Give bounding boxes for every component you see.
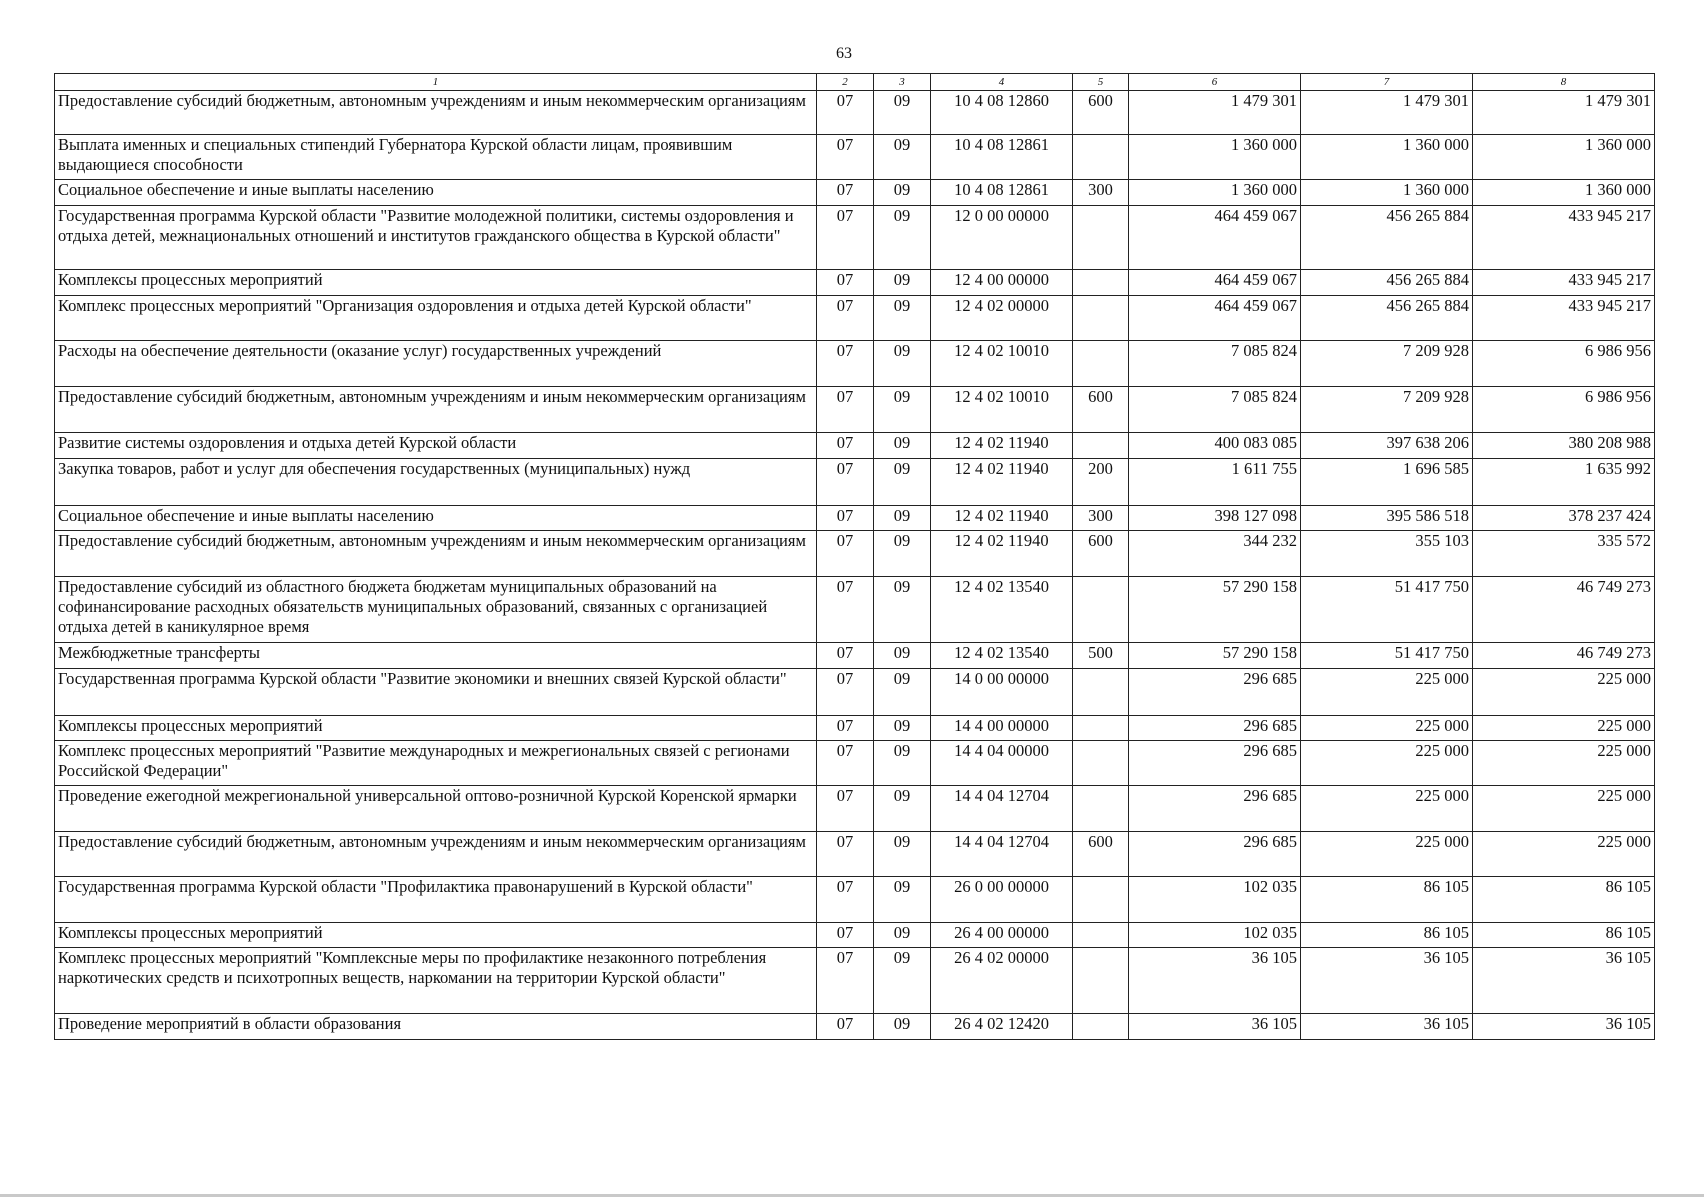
cell-y1: 296 685 (1129, 786, 1301, 832)
cell-vr: 500 (1073, 643, 1129, 669)
cell-y2: 7 209 928 (1301, 387, 1473, 433)
cell-pr: 09 (874, 387, 931, 433)
table-row (55, 877, 1655, 923)
cell-y3: 86 105 (1473, 923, 1655, 948)
cell-csr: 12 4 02 11940 (931, 433, 1073, 459)
cell-csr: 12 4 02 00000 (931, 296, 1073, 341)
cell-csr: 10 4 08 12861 (931, 135, 1073, 180)
cell-y1: 464 459 067 (1129, 296, 1301, 341)
header-row (55, 74, 1655, 91)
table-row (55, 206, 1655, 270)
cell-name: Предоставление субсидий бюджетным, автономным учреждениям и иным некоммерческим организациям (55, 531, 817, 577)
cell-y1: 296 685 (1129, 716, 1301, 741)
cell-vr: 300 (1073, 180, 1129, 206)
cell-rz: 07 (817, 577, 874, 643)
cell-y2: 86 105 (1301, 877, 1473, 923)
cell-y2: 225 000 (1301, 832, 1473, 877)
cell-csr: 26 4 02 00000 (931, 948, 1073, 1014)
cell-pr: 09 (874, 786, 931, 832)
table-row (55, 1014, 1655, 1040)
cell-vr (1073, 433, 1129, 459)
cell-pr: 09 (874, 433, 931, 459)
cell-csr: 10 4 08 12861 (931, 180, 1073, 206)
table-row (55, 786, 1655, 832)
cell-y2: 36 105 (1301, 948, 1473, 1014)
cell-rz: 07 (817, 716, 874, 741)
cell-vr (1073, 296, 1129, 341)
cell-y1: 7 085 824 (1129, 387, 1301, 433)
cell-vr (1073, 877, 1129, 923)
cell-vr (1073, 716, 1129, 741)
cell-rz: 07 (817, 877, 874, 923)
cell-name: Выплата именных и специальных стипендий Губернатора Курской области лицам, проявившим выдающиеся способности (55, 135, 817, 180)
cell-vr (1073, 135, 1129, 180)
cell-rz: 07 (817, 832, 874, 877)
table-row (55, 296, 1655, 341)
cell-y2: 1 479 301 (1301, 91, 1473, 135)
cell-y3: 378 237 424 (1473, 506, 1655, 531)
cell-csr: 12 4 02 13540 (931, 643, 1073, 669)
table-row (55, 91, 1655, 135)
cell-name: Государственная программа Курской области "Развитие молодежной политики, системы оздоровления и отдыха детей, межнациональных отношений и институтов гражданского общества в Курской области" (55, 206, 817, 270)
table-row (55, 741, 1655, 786)
cell-pr: 09 (874, 459, 931, 506)
cell-vr (1073, 669, 1129, 716)
cell-y1: 1 360 000 (1129, 180, 1301, 206)
cell-y2: 355 103 (1301, 531, 1473, 577)
cell-name: Комплекс процессных мероприятий "Развитие международных и межрегиональных связей с регионами Российской Федерации" (55, 741, 817, 786)
cell-csr: 14 0 00 00000 (931, 669, 1073, 716)
cell-y2: 7 209 928 (1301, 341, 1473, 387)
cell-y1: 296 685 (1129, 741, 1301, 786)
cell-vr: 600 (1073, 387, 1129, 433)
cell-y3: 225 000 (1473, 716, 1655, 741)
cell-name: Государственная программа Курской области "Развитие экономики и внешних связей Курской области" (55, 669, 817, 716)
cell-name: Социальное обеспечение и иные выплаты населению (55, 180, 817, 206)
cell-name: Комплексы процессных мероприятий (55, 923, 817, 948)
cell-pr: 09 (874, 577, 931, 643)
cell-y3: 433 945 217 (1473, 206, 1655, 270)
cell-vr (1073, 741, 1129, 786)
cell-name: Развитие системы оздоровления и отдыха детей Курской области (55, 433, 817, 459)
table-row (55, 531, 1655, 577)
cell-pr: 09 (874, 948, 931, 1014)
cell-name: Комплексы процессных мероприятий (55, 270, 817, 296)
cell-csr: 12 4 02 11940 (931, 459, 1073, 506)
table-row (55, 270, 1655, 296)
cell-name: Предоставление субсидий бюджетным, автономным учреждениям и иным некоммерческим организациям (55, 832, 817, 877)
cell-name: Предоставление субсидий бюджетным, автономным учреждениям и иным некоммерческим организациям (55, 387, 817, 433)
page-number: 63 (836, 45, 852, 62)
cell-y2: 225 000 (1301, 669, 1473, 716)
cell-name: Социальное обеспечение и иные выплаты населению (55, 506, 817, 531)
cell-rz: 07 (817, 341, 874, 387)
cell-y1: 36 105 (1129, 948, 1301, 1014)
cell-y3: 1 360 000 (1473, 135, 1655, 180)
cell-name: Закупка товаров, работ и услуг для обеспечения государственных (муниципальных) нужд (55, 459, 817, 506)
cell-rz: 07 (817, 296, 874, 341)
cell-csr: 12 4 02 11940 (931, 506, 1073, 531)
cell-vr (1073, 206, 1129, 270)
table-row (55, 341, 1655, 387)
cell-csr: 14 4 04 12704 (931, 786, 1073, 832)
cell-y2: 1 360 000 (1301, 180, 1473, 206)
cell-rz: 07 (817, 643, 874, 669)
cell-pr: 09 (874, 206, 931, 270)
cell-rz: 07 (817, 1014, 874, 1040)
column-header: 5 (1073, 74, 1129, 91)
cell-rz: 07 (817, 506, 874, 531)
cell-rz: 07 (817, 433, 874, 459)
cell-pr: 09 (874, 270, 931, 296)
cell-pr: 09 (874, 180, 931, 206)
table-row (55, 948, 1655, 1014)
cell-y2: 225 000 (1301, 741, 1473, 786)
cell-y2: 51 417 750 (1301, 577, 1473, 643)
cell-name: Проведение ежегодной межрегиональной универсальной оптово-розничной Курской Коренской ярмарки (55, 786, 817, 832)
cell-y2: 51 417 750 (1301, 643, 1473, 669)
cell-y3: 6 986 956 (1473, 387, 1655, 433)
table-row (55, 506, 1655, 531)
cell-pr: 09 (874, 531, 931, 577)
cell-rz: 07 (817, 270, 874, 296)
column-header: 1 (55, 74, 817, 91)
cell-csr: 12 0 00 00000 (931, 206, 1073, 270)
cell-vr (1073, 1014, 1129, 1040)
cell-rz: 07 (817, 741, 874, 786)
cell-y3: 1 479 301 (1473, 91, 1655, 135)
cell-csr: 12 4 02 10010 (931, 387, 1073, 433)
cell-y2: 225 000 (1301, 716, 1473, 741)
cell-rz: 07 (817, 923, 874, 948)
column-header: 3 (874, 74, 931, 91)
cell-name: Межбюджетные трансферты (55, 643, 817, 669)
cell-y3: 46 749 273 (1473, 643, 1655, 669)
cell-y2: 86 105 (1301, 923, 1473, 948)
cell-rz: 07 (817, 948, 874, 1014)
cell-csr: 12 4 02 11940 (931, 531, 1073, 577)
table-row (55, 832, 1655, 877)
cell-rz: 07 (817, 387, 874, 433)
cell-pr: 09 (874, 341, 931, 387)
cell-vr (1073, 341, 1129, 387)
column-header: 8 (1473, 74, 1655, 91)
cell-y3: 380 208 988 (1473, 433, 1655, 459)
cell-y3: 225 000 (1473, 786, 1655, 832)
cell-name: Комплексы процессных мероприятий (55, 716, 817, 741)
cell-y1: 102 035 (1129, 923, 1301, 948)
cell-y3: 335 572 (1473, 531, 1655, 577)
cell-csr: 12 4 00 00000 (931, 270, 1073, 296)
cell-y1: 344 232 (1129, 531, 1301, 577)
page-bottom-edge (0, 1194, 1704, 1197)
cell-y1: 57 290 158 (1129, 577, 1301, 643)
cell-csr: 10 4 08 12860 (931, 91, 1073, 135)
cell-name: Предоставление субсидий из областного бюджета бюджетам муниципальных образований на софинансирование расходных обязательств муниципальных образований, связанных с организацией отдыха детей в каникулярное время (55, 577, 817, 643)
cell-y3: 433 945 217 (1473, 296, 1655, 341)
table-body (55, 91, 1655, 1040)
cell-y1: 464 459 067 (1129, 270, 1301, 296)
cell-y3: 433 945 217 (1473, 270, 1655, 296)
cell-y1: 7 085 824 (1129, 341, 1301, 387)
cell-y2: 456 265 884 (1301, 206, 1473, 270)
column-header: 4 (931, 74, 1073, 91)
cell-vr: 200 (1073, 459, 1129, 506)
cell-y1: 296 685 (1129, 669, 1301, 716)
table-row (55, 387, 1655, 433)
column-header: 7 (1301, 74, 1473, 91)
cell-rz: 07 (817, 180, 874, 206)
budget-table (54, 73, 1655, 1040)
cell-vr (1073, 786, 1129, 832)
column-header: 2 (817, 74, 874, 91)
cell-pr: 09 (874, 669, 931, 716)
cell-y1: 102 035 (1129, 877, 1301, 923)
cell-y3: 86 105 (1473, 877, 1655, 923)
cell-csr: 26 0 00 00000 (931, 877, 1073, 923)
column-header: 6 (1129, 74, 1301, 91)
table-row (55, 180, 1655, 206)
cell-y2: 395 586 518 (1301, 506, 1473, 531)
cell-rz: 07 (817, 531, 874, 577)
table-row (55, 577, 1655, 643)
cell-y2: 397 638 206 (1301, 433, 1473, 459)
cell-name: Расходы на обеспечение деятельности (оказание услуг) государственных учреждений (55, 341, 817, 387)
cell-name: Комплекс процессных мероприятий "Организация оздоровления и отдыха детей Курской области" (55, 296, 817, 341)
cell-vr (1073, 948, 1129, 1014)
cell-csr: 12 4 02 10010 (931, 341, 1073, 387)
cell-rz: 07 (817, 786, 874, 832)
cell-rz: 07 (817, 669, 874, 716)
cell-pr: 09 (874, 741, 931, 786)
cell-rz: 07 (817, 135, 874, 180)
table-row (55, 433, 1655, 459)
cell-pr: 09 (874, 877, 931, 923)
cell-y1: 1 611 755 (1129, 459, 1301, 506)
cell-vr (1073, 577, 1129, 643)
cell-vr: 600 (1073, 832, 1129, 877)
cell-csr: 14 4 00 00000 (931, 716, 1073, 741)
cell-pr: 09 (874, 832, 931, 877)
cell-pr: 09 (874, 296, 931, 341)
cell-y2: 225 000 (1301, 786, 1473, 832)
cell-y2: 36 105 (1301, 1014, 1473, 1040)
cell-y3: 46 749 273 (1473, 577, 1655, 643)
table-row (55, 669, 1655, 716)
cell-csr: 14 4 04 00000 (931, 741, 1073, 786)
cell-rz: 07 (817, 459, 874, 506)
cell-csr: 26 4 02 12420 (931, 1014, 1073, 1040)
cell-y1: 57 290 158 (1129, 643, 1301, 669)
cell-name: Комплекс процессных мероприятий "Комплексные меры по профилактике незаконного потребления наркотических средств и психотропных веществ, наркомании на территории Курской области" (55, 948, 817, 1014)
cell-y1: 36 105 (1129, 1014, 1301, 1040)
table-row (55, 716, 1655, 741)
cell-pr: 09 (874, 716, 931, 741)
cell-y1: 464 459 067 (1129, 206, 1301, 270)
cell-y1: 296 685 (1129, 832, 1301, 877)
cell-csr: 14 4 04 12704 (931, 832, 1073, 877)
cell-y3: 1 360 000 (1473, 180, 1655, 206)
cell-y1: 400 083 085 (1129, 433, 1301, 459)
cell-pr: 09 (874, 1014, 931, 1040)
table-row (55, 459, 1655, 506)
cell-pr: 09 (874, 135, 931, 180)
cell-vr: 600 (1073, 91, 1129, 135)
cell-vr: 600 (1073, 531, 1129, 577)
table-row (55, 923, 1655, 948)
cell-y3: 1 635 992 (1473, 459, 1655, 506)
table-row (55, 643, 1655, 669)
cell-y2: 1 360 000 (1301, 135, 1473, 180)
cell-pr: 09 (874, 91, 931, 135)
cell-pr: 09 (874, 643, 931, 669)
cell-y2: 456 265 884 (1301, 270, 1473, 296)
cell-pr: 09 (874, 506, 931, 531)
cell-y2: 456 265 884 (1301, 296, 1473, 341)
table-row (55, 135, 1655, 180)
cell-vr (1073, 923, 1129, 948)
cell-y1: 1 360 000 (1129, 135, 1301, 180)
cell-pr: 09 (874, 923, 931, 948)
cell-name: Предоставление субсидий бюджетным, автономным учреждениям и иным некоммерческим организациям (55, 91, 817, 135)
cell-name: Проведение мероприятий в области образования (55, 1014, 817, 1040)
cell-csr: 12 4 02 13540 (931, 577, 1073, 643)
cell-vr (1073, 270, 1129, 296)
cell-vr: 300 (1073, 506, 1129, 531)
cell-y3: 6 986 956 (1473, 341, 1655, 387)
cell-csr: 26 4 00 00000 (931, 923, 1073, 948)
cell-name: Государственная программа Курской области "Профилактика правонарушений в Курской области" (55, 877, 817, 923)
cell-rz: 07 (817, 206, 874, 270)
cell-y3: 36 105 (1473, 948, 1655, 1014)
cell-y3: 36 105 (1473, 1014, 1655, 1040)
cell-rz: 07 (817, 91, 874, 135)
cell-y1: 398 127 098 (1129, 506, 1301, 531)
cell-y3: 225 000 (1473, 669, 1655, 716)
cell-y2: 1 696 585 (1301, 459, 1473, 506)
cell-y3: 225 000 (1473, 741, 1655, 786)
cell-y1: 1 479 301 (1129, 91, 1301, 135)
cell-y3: 225 000 (1473, 832, 1655, 877)
